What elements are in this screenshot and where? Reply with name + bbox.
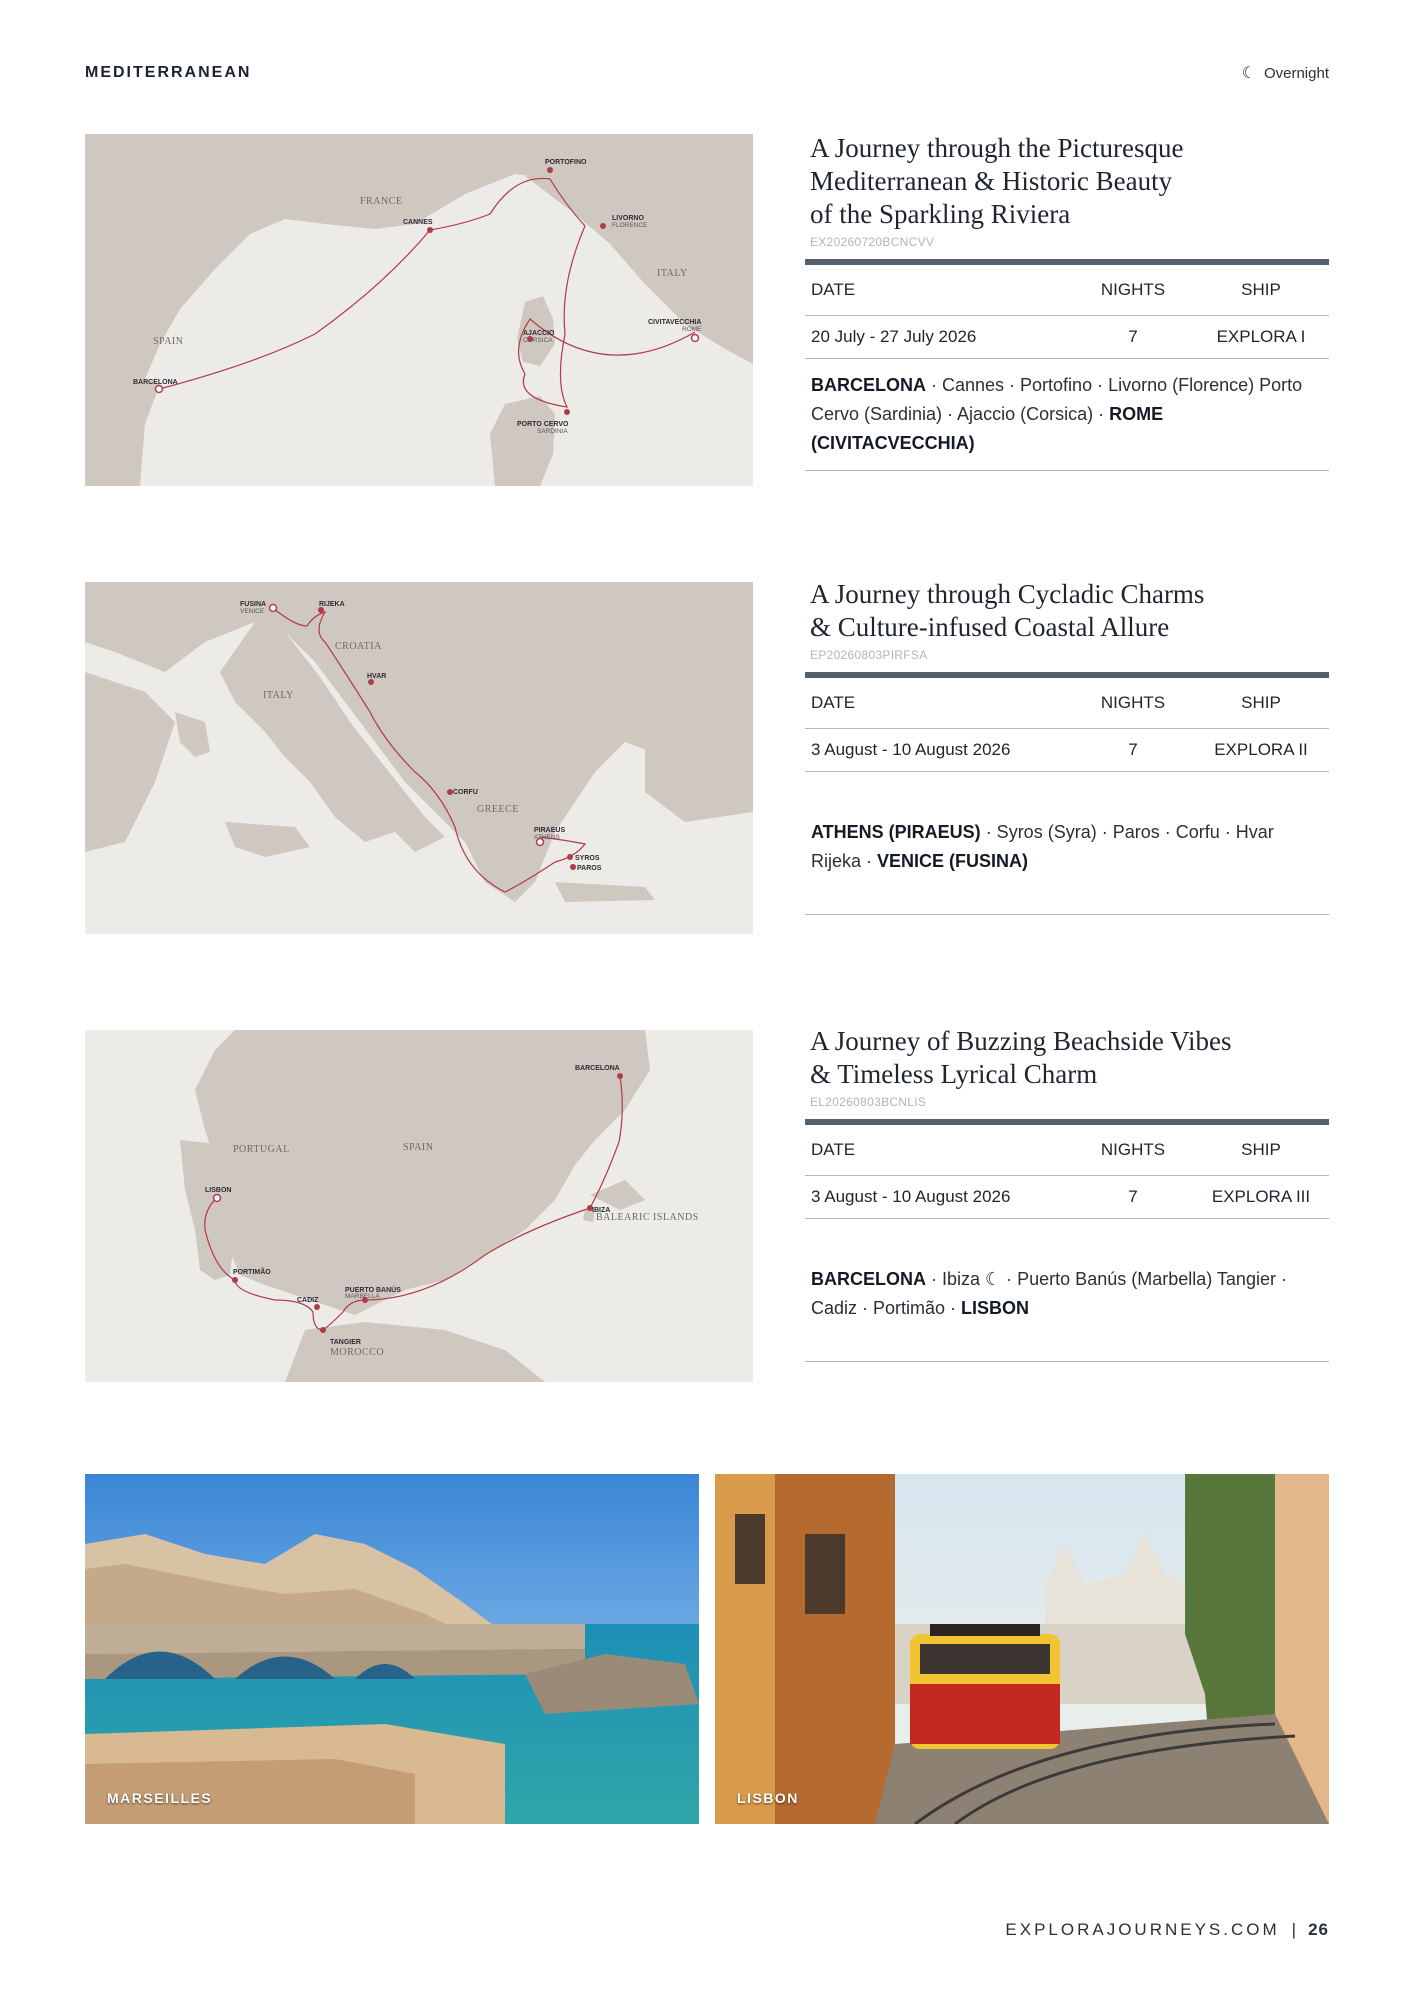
port-label: FUSINA (240, 601, 267, 608)
voyage-ship: EXPLORA III (1211, 1187, 1311, 1206)
ship-header: SHIP (1241, 280, 1281, 299)
port-label: AJACCIO (523, 330, 555, 337)
map-iberia (85, 1030, 753, 1382)
region-label: ITALY (657, 268, 688, 279)
itinerary-end: VENICE (FUSINA) (877, 851, 1029, 871)
itinerary-stops: · Cannes · Portofino · Livorno (Florence) Porto Cervo (Sardinia) · Ajaccio (Corsica) · (811, 375, 1303, 424)
map-riviera (85, 134, 753, 486)
port-label: CORSICA (523, 337, 553, 344)
port-label: CADIZ (297, 1297, 319, 1304)
voyage-ship: EXPLORA II (1214, 740, 1308, 759)
table-row (805, 729, 1329, 772)
port-label: MARBELLA (345, 1293, 380, 1300)
port-label: PIRAEUS (534, 827, 566, 834)
voyage-panel-1 (805, 132, 1329, 471)
region-label: CROATIA (335, 641, 382, 652)
itinerary-end: LISBON (961, 1298, 1030, 1318)
itinerary-start: BARCELONA (811, 1269, 926, 1289)
ship-header: SHIP (1241, 1140, 1281, 1159)
photo-caption: MARSEILLES (107, 1790, 213, 1806)
region-label: ITALY (263, 690, 294, 701)
voyage-nights: 7 (1128, 740, 1138, 759)
footer-separator: | (1291, 1920, 1297, 1939)
port-label: SARDINIA (537, 428, 568, 435)
port-label: LISBON (205, 1187, 232, 1194)
port-label: PUERTO BANÚS (345, 1287, 401, 1294)
table-header-row (805, 265, 1329, 316)
website-link[interactable]: EXPLORAJOURNEYS.COM (1005, 1920, 1280, 1939)
port-label: ROME (682, 326, 702, 333)
region-label: SPAIN (153, 336, 184, 347)
photo-caption: LISBON (737, 1790, 799, 1806)
voyage-code: EX20260720BCNCVV (810, 235, 935, 249)
table-row (805, 316, 1329, 359)
voyage-code: EP20260803PIRFSA (810, 648, 928, 662)
port-label: CANNES (403, 219, 433, 226)
table-row (805, 1176, 1329, 1219)
port-label: VENICE (240, 608, 265, 615)
voyage-itinerary (805, 772, 1329, 915)
voyage-itinerary (805, 1219, 1329, 1362)
voyage-nights: 7 (1128, 327, 1138, 346)
region-label: FRANCE (360, 196, 403, 207)
voyage-ship: EXPLORA I (1216, 327, 1306, 346)
date-header: DATE (811, 693, 856, 712)
port-label: BARCELONA (575, 1065, 620, 1072)
region-label: SPAIN (403, 1142, 434, 1153)
nights-header: NIGHTS (1100, 693, 1166, 712)
moon-icon: ☾ (1241, 65, 1256, 82)
table-header-row (805, 1125, 1329, 1176)
port-label: ATHENS (534, 834, 560, 841)
voyage-title: A Journey through Cycladic Charms & Culture-infused Coastal Allure (810, 579, 1205, 642)
voyage-itinerary (805, 359, 1329, 471)
region-label: PORTUGAL (233, 1144, 290, 1155)
ship-header: SHIP (1241, 693, 1281, 712)
itinerary-start: ATHENS (PIRAEUS) (811, 822, 981, 842)
voyage-date: 3 August - 10 August 2026 (811, 1187, 1011, 1206)
port-label: PAROS (577, 865, 602, 872)
region-label: MOROCCO (330, 1347, 385, 1358)
port-label: RIJEKA (319, 601, 345, 608)
voyage-code: EL20260803BCNLIS (810, 1095, 927, 1109)
nights-header: NIGHTS (1100, 280, 1166, 299)
port-label: PORTOFINO (545, 159, 587, 166)
port-label: SYROS (575, 855, 600, 862)
section-label: MEDITERRANEAN (85, 64, 252, 81)
itinerary-end: ROME (CIVITACVECCHIA) (811, 404, 1164, 453)
legend-label: Overnight (1263, 64, 1329, 82)
port-label: TANGIER (330, 1339, 361, 1346)
itinerary-stops: · Ibiza ☾ · Puerto Banús (Marbella) Tangier · Cadiz · Portimão · (811, 1269, 1287, 1318)
region-label: GREECE (477, 804, 519, 815)
port-label: BARCELONA (133, 379, 178, 386)
voyage-panel-2 (805, 578, 1329, 915)
port-label: PORTIMÃO (233, 1269, 271, 1276)
voyage-title: A Journey through the Picturesque Mediterranean & Historic Beauty of the Sparkling Riviera (810, 133, 1184, 229)
date-header: DATE (811, 1140, 856, 1159)
map-cyclades (85, 582, 753, 934)
overnight-legend (1242, 63, 1329, 83)
port-label: IBIZA (592, 1207, 611, 1214)
page-footer (1005, 1920, 1329, 1940)
port-label: CIVITAVECCHIA (648, 319, 702, 326)
port-label: PORTO CERVO (517, 421, 569, 428)
table-header-row (805, 678, 1329, 729)
itinerary-stops: · Syros (Syra) · Paros · Corfu · Hvar Rijeka · (811, 822, 1274, 871)
voyage-nights: 7 (1128, 1187, 1138, 1206)
port-label: FLORENCE (612, 222, 648, 229)
port-label: CORFU (453, 789, 478, 796)
photo-marseilles (85, 1474, 699, 1824)
nights-header: NIGHTS (1100, 1140, 1166, 1159)
page-number: 26 (1308, 1920, 1329, 1939)
voyage-date: 20 July - 27 July 2026 (811, 327, 977, 346)
port-label: HVAR (367, 673, 387, 680)
photo-lisbon (715, 1474, 1329, 1824)
voyage-date: 3 August - 10 August 2026 (811, 740, 1011, 759)
voyage-title: A Journey of Buzzing Beachside Vibes & Timeless Lyrical Charm (810, 1026, 1232, 1089)
date-header: DATE (811, 280, 856, 299)
port-label: LIVORNO (612, 215, 644, 222)
voyage-panel-3 (805, 1025, 1329, 1362)
region-label: BALEARIC ISLANDS (596, 1212, 699, 1223)
itinerary-start: BARCELONA (811, 375, 926, 395)
